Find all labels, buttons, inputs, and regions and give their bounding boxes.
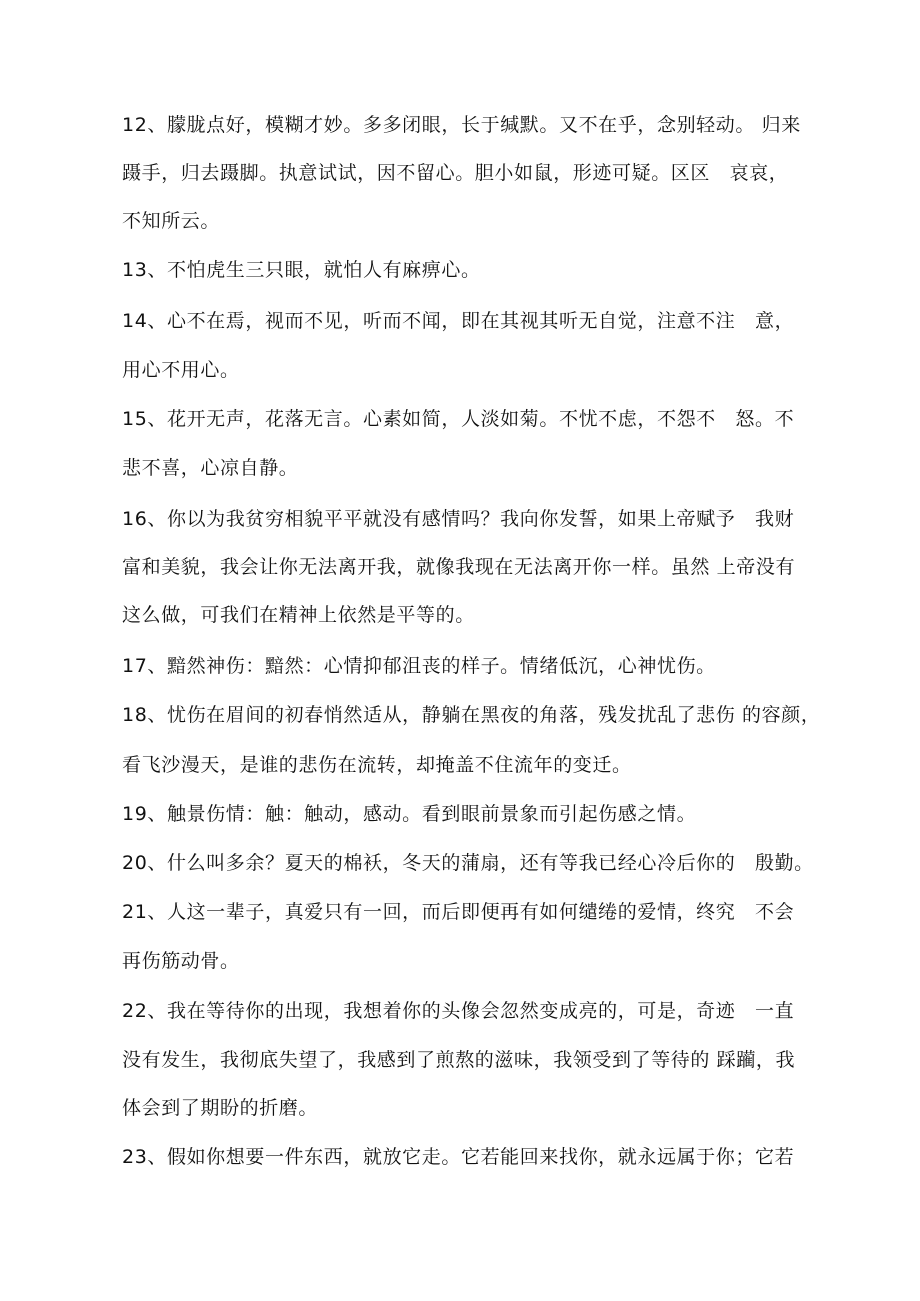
text-line: 18、忧伤在眉间的初春悄然适从，静躺在黑夜的角落，残发扰乱了悲伤 的容颜， xyxy=(122,704,821,726)
text-line: 不知所云。 xyxy=(122,210,221,232)
text-line: 看飞沙漫天，是谁的悲伤在流转，却掩盖不住流年的变迁。 xyxy=(122,754,632,776)
text-line: 悲不喜，心凉自静。 xyxy=(122,457,299,479)
text-line: 蹑手，归去蹑脚。执意试试，因不留心。胆小如鼠，形迹可疑。区区 哀哀， xyxy=(122,162,789,184)
text-line: 20、什么叫多余？夏天的棉袄，冬天的蒲扇，还有等我已经心冷后你的 殷勤。 xyxy=(122,852,814,874)
text-line: 16、你以为我贫穷相貌平平就没有感情吗？我向你发誓，如果上帝赋予 我财 xyxy=(122,508,795,530)
text-line: 17、黯然神伤：黯然：心情抑郁沮丧的样子。情绪低沉，心神忧伤。 xyxy=(122,655,716,677)
text-line: 体会到了期盼的折磨。 xyxy=(122,1097,319,1119)
text-line: 再伤筋动骨。 xyxy=(122,950,240,972)
text-line: 富和美貌，我会让你无法离开我，就像我现在无法离开你一样。虽然 上帝没有 xyxy=(122,556,796,578)
text-line: 这么做，可我们在精神上依然是平等的。 xyxy=(122,604,475,626)
text-line: 15、花开无声，花落无言。心素如简，人淡如菊。不忧不虑，不怨不 怒。不 xyxy=(122,408,795,430)
text-line: 用心不用心。 xyxy=(122,359,240,381)
text-line: 13、不怕虎生三只眼，就怕人有麻痹心。 xyxy=(122,259,481,281)
text-line: 19、触景伤情：触：触动，感动。看到眼前景象而引起伤感之情。 xyxy=(122,803,697,825)
text-line: 21、人这一辈子，真爱只有一回，而后即便再有如何缱绻的爱情，终究 不会 xyxy=(122,901,795,923)
text-line: 没有发生，我彻底失望了，我感到了煎熬的滋味，我领受到了等待的 踩躏，我 xyxy=(122,1049,796,1071)
text-line: 23、假如你想要一件东西，就放它走。它若能回来找你，就永远属于你；它若 xyxy=(122,1146,795,1168)
text-line: 12、朦胧点好，模糊才妙。多多闭眼，长于缄默。又不在乎，念别轻动。 归来 xyxy=(122,114,801,136)
text-line: 22、我在等待你的出现，我想着你的头像会忽然变成亮的，可是，奇迹 一直 xyxy=(122,1000,795,1022)
text-line: 14、心不在焉，视而不见，听而不闻，即在其视其听无自觉，注意不注 意， xyxy=(122,310,795,332)
